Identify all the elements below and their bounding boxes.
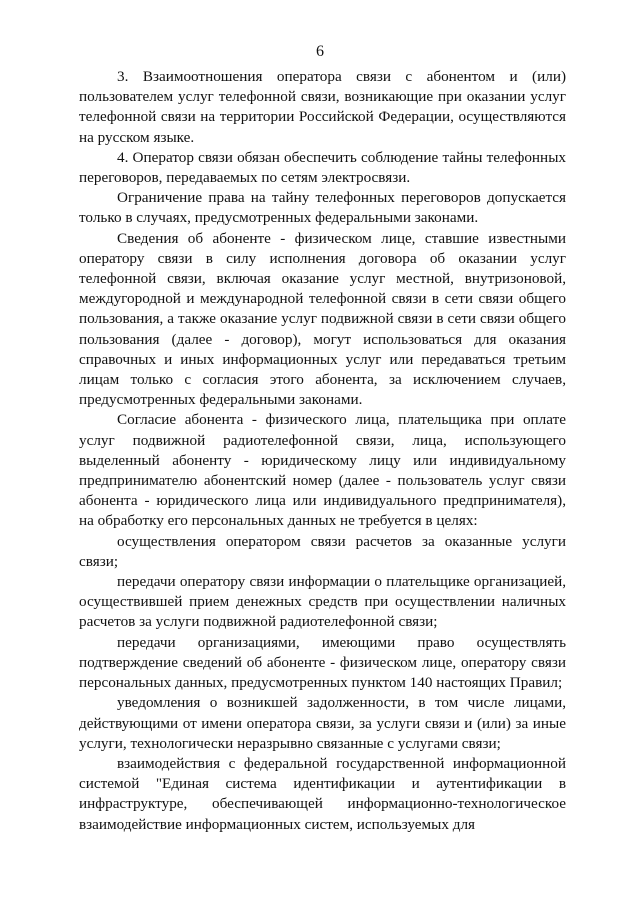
paragraph-subscriber-info: Сведения об абоненте - физическом лице, ставшие известными оператору связи в силу исполнения договора об оказании услуг телефонной связи, включая оказание услуг местной, внутризоновой, междугородной и международной телефонной связи в сети связи общего пользования, а также оказание услуг подвижной связи в сети связи общего пользования (далее - договор), могут использоваться для оказания справочных и иных информационных услуг или передаваться третьим лицам только с согласия этого абонента, за исключением случаев, предусмотренных федеральными законами. bbox=[79, 229, 566, 409]
paragraph-item-4: 4. Оператор связи обязан обеспечить соблюдение тайны телефонных переговоров, передаваемых по сетям электросвязи. bbox=[79, 148, 566, 187]
list-item-settlements: осуществления оператором связи расчетов за оказанные услуги связи; bbox=[79, 532, 566, 570]
paragraph-item-3: 3. Взаимоотношения оператора связи с абонентом и (или) пользователем услуг телефонной связи, возникающие при оказании услуг телефонной связи на территории Российской Федерации, осуществляются на русском языке. bbox=[79, 68, 566, 146]
list-item-esia-interaction: взаимодействия с федеральной государственной информационной системой "Единая система идентификации и аутентификации в инфраструктуре, обеспечивающей информационно-технологическое взаимодействие информационных систем, используемых для bbox=[79, 754, 566, 833]
paragraph-consent: Согласие абонента - физического лица, плательщика при оплате услуг подвижной радиотелефонной связи, лица, использующего выделенный абоненту - юридическому лицу или индивидуальному предпринимателю абонентский номер (далее - пользователь услуг связи абонента - юридического лица или индивидуального предпринимателя), на обработку его персональных данных не требуется в целях: bbox=[79, 411, 566, 530]
list-item-debt-notice: уведомления о возникшей задолженности, в том числе лицами, действующими от имени оператора связи, за услуги связи и (или) за иные услуги, технологически неразрывно связанные с услугами связи; bbox=[79, 694, 566, 752]
list-item-payer-info: передачи оператору связи информации о плательщике организацией, осуществившей прием денежных средств при осуществлении наличных расчетов за услуги подвижной радиотелефонной связи; bbox=[79, 573, 566, 631]
paragraph-restriction: Ограничение права на тайну телефонных переговоров допускается только в случаях, предусмотренных федеральными законами. bbox=[79, 189, 566, 227]
list-item-confirmation: передачи организациями, имеющими право осуществлять подтверждение сведений об абоненте - физическом лице, оператору связи персональных данных, предусмотренных пунктом 140 настоящих Правил; bbox=[79, 633, 566, 692]
document-body bbox=[79, 67, 566, 835]
page-number: 6 bbox=[316, 43, 324, 60]
